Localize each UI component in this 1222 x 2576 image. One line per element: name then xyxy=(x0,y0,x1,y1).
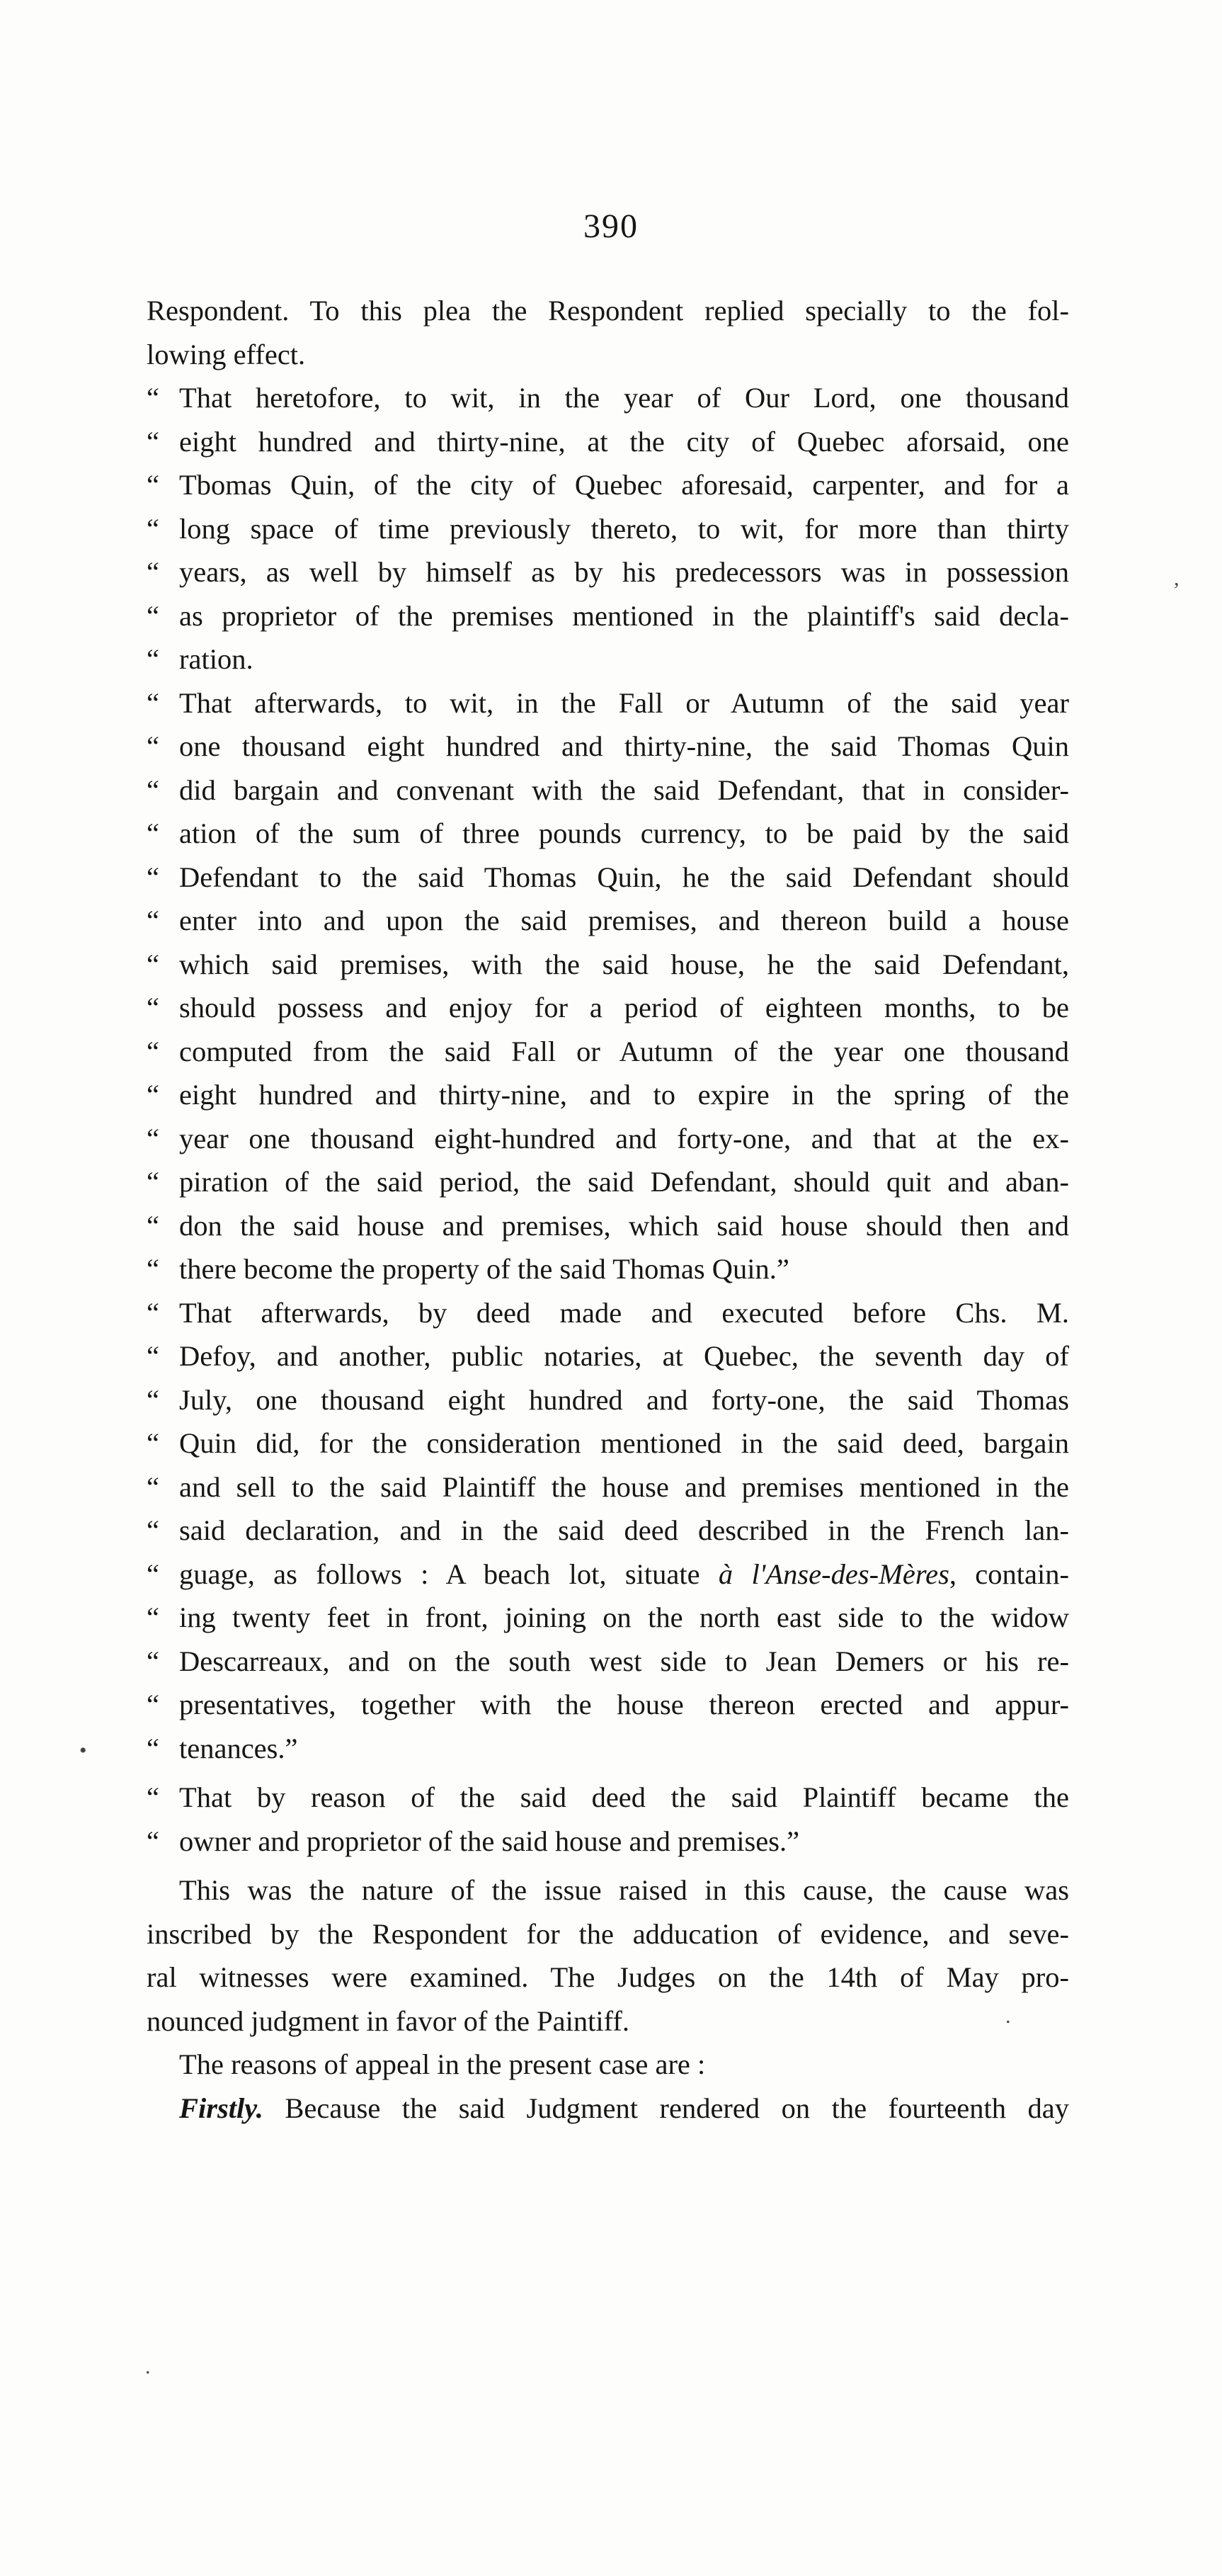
text-line xyxy=(147,1999,1069,2043)
quote-mark: “ xyxy=(147,1427,159,1459)
line-text: don the said house and premises, which said house should then and xyxy=(179,1209,1069,1242)
text-line xyxy=(147,1820,1069,1863)
text-line xyxy=(147,1073,1069,1117)
line-text: eight hundred and thirty-nine, and to expire in the spring of the xyxy=(179,1079,1069,1111)
quote-mark: “ xyxy=(147,1601,159,1633)
quote-mark: “ xyxy=(147,1122,159,1154)
text-line xyxy=(147,812,1069,856)
quote-mark: “ xyxy=(147,1470,159,1503)
line-text: lowing effect. xyxy=(147,338,306,370)
text-line xyxy=(147,1291,1069,1335)
paragraph-gap xyxy=(147,1863,1069,1868)
text-line xyxy=(147,1956,1069,1999)
quote-mark: “ xyxy=(147,904,159,936)
text-line xyxy=(147,550,1069,594)
line-text: should possess and enjoy for a period of eighteen months, to be xyxy=(179,992,1069,1023)
text-line xyxy=(147,1247,1069,1291)
scan-mark: • xyxy=(79,1739,87,1762)
line-text: ing twenty feet in front, joining on the north east side to the widow xyxy=(179,1601,1069,1633)
line-text: July, one thousand eight hundred and forty-one, the said Thomas xyxy=(179,1383,1069,1416)
text-line xyxy=(147,1553,1069,1596)
line-text: did bargain and convenant with the said Defendant, that in consider- xyxy=(179,773,1069,806)
text-line xyxy=(147,1596,1069,1640)
text-line xyxy=(147,1683,1069,1727)
quote-mark: “ xyxy=(147,425,159,458)
text-line xyxy=(147,899,1069,943)
line-text: Defoy, and another, public notaries, at Quebec, the seventh day of xyxy=(179,1340,1069,1372)
text-line xyxy=(147,463,1069,507)
line-text: ation of the sum of three pounds currency, to be paid by the said xyxy=(179,817,1069,849)
text-line xyxy=(147,420,1069,464)
body-text xyxy=(147,289,1069,2130)
line-text: long space of time previously thereto, to wit, for more than thirty xyxy=(179,512,1069,545)
line-text: tenances.” xyxy=(179,1732,298,1764)
line-text: The reasons of appeal in the present case are : xyxy=(179,2048,706,2080)
quote-mark: “ xyxy=(147,817,159,849)
paragraph-gap xyxy=(147,1770,1069,1776)
line-text: That afterwards, to wit, in the Fall or Autumn of the said year xyxy=(179,686,1069,719)
text-line xyxy=(147,725,1069,768)
quote-mark: “ xyxy=(147,512,159,545)
text-line xyxy=(147,637,1069,681)
line-text: Quin did, for the consideration mentioned in the said deed, bargain xyxy=(179,1427,1069,1459)
line-text: piration of the said period, the said Defendant, should quit and aban- xyxy=(179,1166,1069,1198)
text-line xyxy=(147,1509,1069,1553)
line-text: there become the property of the said Thomas Quin.” xyxy=(179,1253,789,1285)
scan-mark: . xyxy=(1005,2004,1011,2028)
text-line xyxy=(147,1117,1069,1161)
quote-mark: “ xyxy=(147,469,159,501)
text-line xyxy=(147,1030,1069,1074)
line-text: Tbomas Quin, of the city of Quebec aforesaid, carpenter, and for a xyxy=(179,469,1069,501)
text-line xyxy=(147,1465,1069,1509)
quote-mark: “ xyxy=(147,992,159,1023)
text-line xyxy=(147,1868,1069,1912)
text-line xyxy=(147,2043,1069,2087)
line-text: That heretofore, to wit, in the year of Our Lord, one thousand xyxy=(179,382,1069,414)
text-line xyxy=(147,507,1069,551)
line-text: years, as well by himself as by his predecessors was in possession xyxy=(179,556,1069,588)
quote-mark: “ xyxy=(147,1732,159,1764)
quote-mark: “ xyxy=(147,686,159,719)
text-line xyxy=(147,986,1069,1030)
line-text: Defendant to the said Thomas Quin, he the said Defendant should xyxy=(179,861,1069,893)
line-text: Descarreaux, and on the south west side to Jean Demers or his re- xyxy=(179,1645,1069,1677)
line-text: year one thousand eight-hundred and forty-one, and that at the ex- xyxy=(179,1122,1069,1154)
line-text-tail: , contain- xyxy=(949,1557,1069,1590)
line-text: one thousand eight hundred and thirty-nine, the said Thomas Quin xyxy=(179,730,1069,762)
quote-mark: “ xyxy=(147,1557,159,1590)
quote-mark: “ xyxy=(147,861,159,893)
line-text: nounced judgment in favor of the Paintiff. xyxy=(147,2004,629,2037)
text-line xyxy=(147,1204,1069,1248)
line-text: guage, as follows : A beach lot, situate xyxy=(179,1557,700,1590)
text-line xyxy=(147,1727,1069,1771)
quote-mark: “ xyxy=(147,556,159,588)
text-line xyxy=(147,594,1069,638)
quote-mark: “ xyxy=(147,1645,159,1677)
quote-mark: “ xyxy=(147,1383,159,1416)
line-text: That by reason of the said deed the said Plaintiff became the xyxy=(179,1781,1069,1813)
text-line xyxy=(147,1640,1069,1684)
quote-mark: “ xyxy=(147,1781,159,1813)
line-text: as proprietor of the premises mentioned in the plaintiff's said decla- xyxy=(179,599,1069,632)
line-text: ration. xyxy=(179,643,253,675)
line-text: Because the said Judgment rendered on the fourteenth day xyxy=(285,2092,1069,2124)
quote-mark: “ xyxy=(147,382,159,414)
line-text: eight hundred and thirty-nine, at the city of Quebec aforsaid, one xyxy=(179,425,1069,458)
quote-mark: “ xyxy=(147,1209,159,1242)
quote-mark: “ xyxy=(147,730,159,762)
quote-mark: “ xyxy=(147,1166,159,1198)
text-line xyxy=(147,1378,1069,1422)
scan-mark: , xyxy=(1174,567,1180,590)
text-line xyxy=(147,681,1069,725)
scan-mark: . xyxy=(145,2355,151,2378)
quote-mark: “ xyxy=(147,1296,159,1329)
line-text: Respondent. To this plea the Respondent replied specially to the fol- xyxy=(147,295,1069,327)
text-line xyxy=(147,1422,1069,1465)
text-line xyxy=(147,376,1069,420)
text-line xyxy=(147,856,1069,900)
quote-mark: “ xyxy=(147,1514,159,1546)
line-text: inscribed by the Respondent for the adducation of evidence, and seve- xyxy=(147,1917,1069,1950)
quote-mark: “ xyxy=(147,1340,159,1372)
line-text: presentatives, together with the house thereon erected and appur- xyxy=(179,1689,1069,1720)
text-line xyxy=(147,333,1069,377)
text-line xyxy=(147,1334,1069,1378)
line-text: ral witnesses were examined. The Judges on the 14th of May pro- xyxy=(147,1961,1069,1993)
italic-place-name: à l'Anse-des-Mères xyxy=(718,1557,949,1590)
line-text: owner and proprietor of the said house and premises.” xyxy=(179,1825,800,1857)
line-text: and sell to the said Plaintiff the house and premises mentioned in the xyxy=(179,1470,1069,1503)
line-text: which said premises, with the said house, he the said Defendant, xyxy=(179,948,1069,980)
line-text: enter into and upon the said premises, and thereon build a house xyxy=(179,904,1069,936)
text-line xyxy=(147,1912,1069,1956)
line-text: computed from the said Fall or Autumn of the year one thousand xyxy=(179,1035,1069,1067)
text-line xyxy=(147,289,1069,333)
text-line xyxy=(147,768,1069,812)
quote-mark: “ xyxy=(147,1079,159,1111)
quote-mark: “ xyxy=(147,1825,159,1857)
quote-mark: “ xyxy=(147,599,159,632)
quote-mark: “ xyxy=(147,948,159,980)
quote-mark: “ xyxy=(147,1035,159,1067)
line-text: This was the nature of the issue raised in this cause, the cause was xyxy=(179,1874,1069,1906)
text-line xyxy=(147,943,1069,987)
quote-mark: “ xyxy=(147,1689,159,1720)
text-line xyxy=(147,2087,1069,2130)
line-text: said declaration, and in the said deed described in the French lan- xyxy=(179,1514,1069,1546)
line-text: That afterwards, by deed made and executed before Chs. M. xyxy=(179,1296,1069,1329)
quote-mark: “ xyxy=(147,643,159,675)
text-line xyxy=(147,1776,1069,1820)
text-line xyxy=(147,1160,1069,1204)
lead-word: Firstly. xyxy=(179,2092,263,2124)
page-number: 390 xyxy=(583,208,639,245)
quote-mark: “ xyxy=(147,773,159,806)
quote-mark: “ xyxy=(147,1253,159,1285)
